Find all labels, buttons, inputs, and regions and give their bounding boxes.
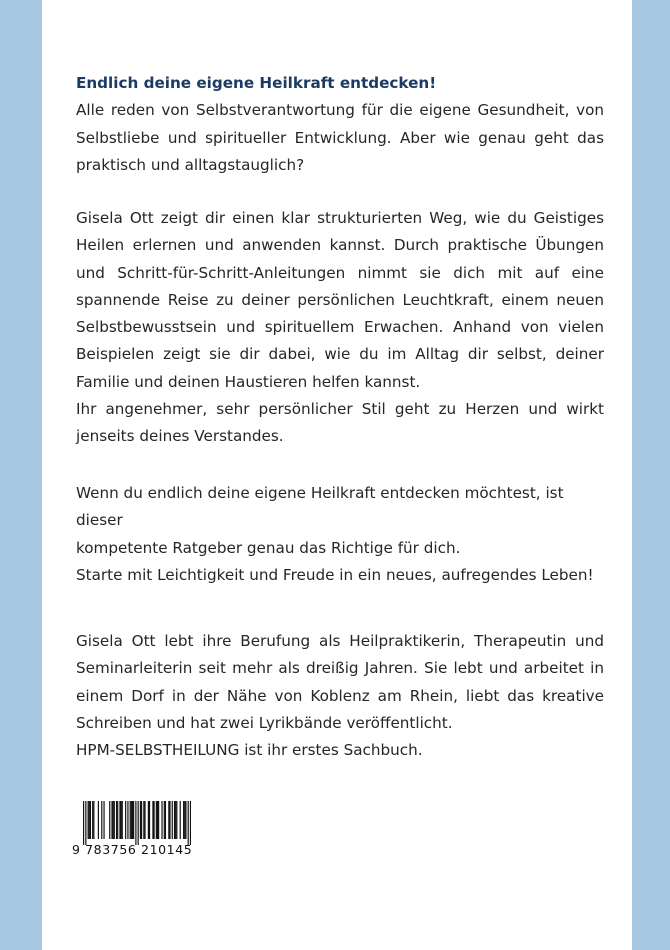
barcode-bar	[164, 801, 165, 839]
barcode-bar	[188, 801, 189, 845]
barcode-bar	[133, 801, 134, 839]
barcode-bar	[83, 801, 84, 845]
barcode-bar	[130, 801, 131, 839]
barcode-bar	[92, 801, 93, 839]
barcode-bar	[117, 801, 118, 839]
barcode-bar	[157, 801, 158, 839]
barcode-bar	[144, 801, 145, 839]
barcode-bar	[183, 801, 184, 839]
barcode-bar	[98, 801, 99, 839]
barcode-bar	[169, 801, 170, 839]
barcode-bar	[125, 801, 126, 839]
barcode-bar	[131, 801, 132, 839]
style-note: Ihr angenehmer, sehr persönlicher Stil geht zu Herzen und wirkt jenseits deines Verstandes.	[76, 400, 604, 446]
barcode-bar	[190, 801, 191, 845]
barcode-bar	[103, 801, 104, 839]
barcode-bar	[176, 801, 177, 839]
barcode-bars	[83, 801, 191, 845]
headline: Endlich deine eigene Heilkraft entdecken!	[76, 74, 437, 92]
barcode-bar	[165, 801, 166, 839]
barcode-bar	[93, 801, 94, 839]
isbn-barcode	[72, 801, 197, 861]
description-paragraph: Gisela Ott zeigt dir einen klar strukturierten Weg, wie du Geistiges Heilen erlernen und anwenden kannst. Durch praktische Übungen und Schritt-für-Schritt-Anleitungen nimmt sie dich mit auf eine spannende Reise zu deiner persönlichen Leuchtkraft, einem neuen Selbstbewusstsein und spirituellem Erwachen. Anhand von vielen Beispielen zeigt sie dir dabei, wie du im Alltag dir selbst, deiner Familie und deinen Haustieren helfen kannst.	[76, 209, 604, 391]
barcode-bar	[168, 801, 169, 839]
barcode-bar	[140, 801, 141, 839]
barcode-bar	[175, 801, 176, 839]
cta-line-3: Starte mit Leichtigkeit und Freude in ein neues, aufregendes Leben!	[76, 565, 594, 584]
barcode-bar	[153, 801, 154, 839]
barcode-bar	[85, 801, 86, 845]
intro-section	[76, 70, 604, 179]
barcode-bar	[113, 801, 114, 839]
intro-text: Alle reden von Selbstverantwortung für die eigene Gesundheit, von Selbstliebe und spiritueller Entwicklung. Aber wie genau geht das praktisch und alltagstauglich?	[76, 101, 604, 174]
barcode-bar	[127, 801, 128, 839]
barcode-bar	[111, 801, 112, 839]
barcode-bar	[89, 801, 90, 839]
barcode-bar	[180, 801, 181, 839]
barcode-bar	[135, 801, 136, 845]
isbn-digits: 9 783756 210145	[72, 842, 193, 857]
author-bio-section	[76, 628, 604, 764]
barcode-bar	[121, 801, 122, 839]
barcode-bar	[184, 801, 185, 839]
barcode-bar	[141, 801, 142, 839]
cta-line-2: kompetente Ratgeber genau das Richtige für dich.	[76, 538, 461, 557]
first-book-note: HPM-SELBSTHEILUNG ist ihr erstes Sachbuch.	[76, 741, 423, 760]
barcode-bar	[122, 801, 123, 839]
barcode-bar	[149, 801, 150, 839]
author-bio-paragraph: Gisela Ott lebt ihre Berufung als Heilpraktikerin, Therapeutin und Seminarleiterin seit mehr als dreißig Jahren. Sie lebt und arbeitet in einem Dorf in der Nähe von Koblenz am Rhein, liebt das kreative Schreiben und hat zwei Lyrikbände veröffentlicht.	[76, 632, 604, 732]
barcode-bar	[132, 801, 133, 839]
description-section	[76, 205, 604, 451]
barcode-bar	[101, 801, 102, 839]
barcode-bar	[114, 801, 115, 839]
barcode-bar	[90, 801, 91, 839]
barcode-bar	[185, 801, 186, 839]
back-cover-page	[42, 0, 632, 950]
barcode-bar	[109, 801, 110, 839]
barcode-bar	[143, 801, 144, 839]
barcode-bar	[152, 801, 153, 839]
barcode-bar	[88, 801, 89, 839]
barcode-bar	[158, 801, 159, 839]
barcode-bar	[138, 801, 139, 845]
barcode-bar	[161, 801, 162, 839]
barcode-bar	[156, 801, 157, 839]
barcode-bar	[174, 801, 175, 839]
cta-line-1: Wenn du endlich deine eigene Heilkraft entdecken möchtest, ist dieser	[76, 484, 564, 530]
call-to-action-section	[76, 480, 604, 589]
barcode-bar	[119, 801, 120, 839]
barcode-bar	[148, 801, 149, 839]
barcode-bar	[172, 801, 173, 839]
barcode-bar	[116, 801, 117, 839]
